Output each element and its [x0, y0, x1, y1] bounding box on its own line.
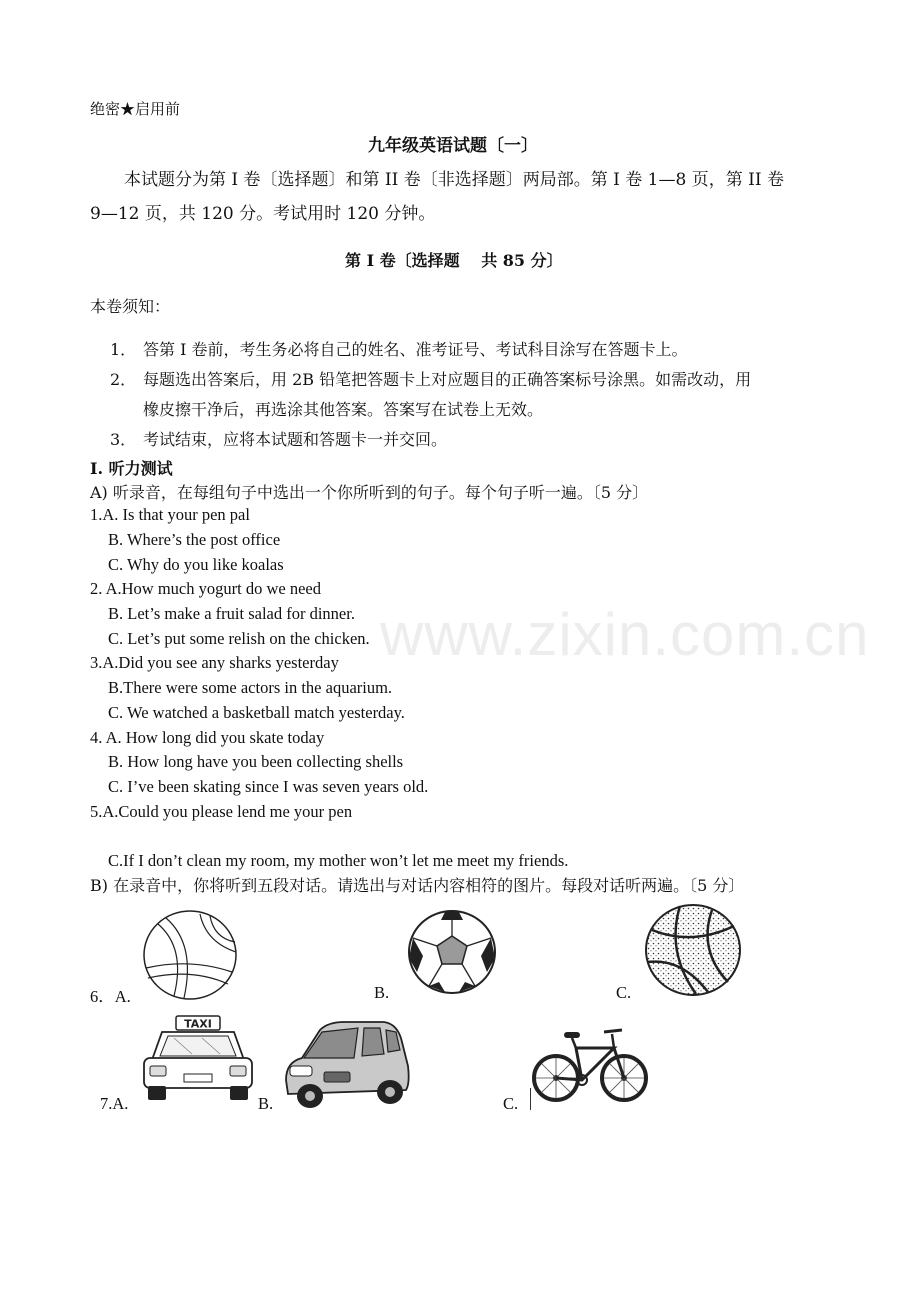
q4-option-a: 4. A. How long did you skate today — [90, 728, 325, 747]
q5-option-a: 5.A.Could you please lend me your pen — [90, 802, 353, 821]
notice-heading: 本卷须知： — [90, 297, 171, 316]
partA-instructions: A) 听录音，在每组句子中选出一个你所听到的句子。每个句子听一遍。〔5 分〕 — [90, 483, 649, 502]
notice-item-3: 考试结束，应将本试题和答题卡一并交回。 — [143, 430, 448, 449]
divider-mark — [530, 1088, 531, 1110]
notice-num-2: 2． — [110, 370, 137, 389]
notice-item-1: 答第 I 卷前，考生务必将自己的姓名、准考证号、考试科目涂写在答题卡上。 — [143, 340, 688, 359]
q2-option-b: B. Let’s make a fruit salad for dinner. — [108, 604, 355, 623]
partB-instructions: B) 在录音中，你将听到五段对话。请选出与对话内容相符的图片。每段对话听两遍。〔5 分〕 — [90, 876, 745, 895]
q3-option-b: B.There were some actors in the aquarium. — [108, 678, 393, 697]
q2-option-a: 2. A.How much yogurt do we need — [90, 579, 321, 598]
notice-num-3: 3． — [110, 430, 137, 449]
page-title: 九年级英语试题〔一〕 — [368, 136, 538, 156]
q1-option-b: B. Where’s the post office — [108, 530, 281, 549]
intro-line-2: 9—12 页，共 120 分。考试用时 120 分钟。 — [90, 204, 436, 224]
notice-num-1: 1． — [110, 340, 137, 359]
q6-label-b: B. — [374, 983, 390, 1002]
taxi-image — [140, 1012, 256, 1104]
q1-option-c: C. Why do you like koalas — [108, 555, 284, 574]
taxi-sign-text: TAXI — [184, 1017, 212, 1031]
q6-label-a: 6．A. — [90, 987, 131, 1006]
q7-label-a: 7.A. — [100, 1094, 129, 1113]
q6-label-c: C. — [616, 983, 632, 1002]
q4-option-c: C. I’ve been skating since I was seven years old. — [108, 777, 429, 796]
soccer-ball-image — [405, 908, 499, 996]
q5-option-c: C.If I don’t clean my room, my mother won’t let me meet my friends. — [108, 851, 569, 870]
basketball-image — [642, 902, 744, 998]
bicycle-image — [532, 1022, 648, 1104]
car-image — [280, 1018, 412, 1110]
q1-option-a: 1.A. Is that your pen pal — [90, 505, 250, 524]
q4-option-b: B. How long have you been collecting shells — [108, 752, 404, 771]
notice-item-2-cont: 橡皮擦干净后，再选涂其他答案。答案写在试卷上无效。 — [143, 400, 544, 419]
volleyball-image — [140, 908, 240, 1002]
q3-option-c: C. We watched a basketball match yesterday. — [108, 703, 405, 722]
q2-option-c: C. Let’s put some relish on the chicken. — [108, 629, 370, 648]
watermark: www.zixin.com.cn — [380, 601, 870, 668]
notice-item-2: 每题选出答案后，用 2B 铅笔把答题卡上对应题目的正确答案标号涂黑。如需改动，用 — [143, 370, 752, 389]
confidential-label: 绝密★启用前 — [90, 100, 181, 118]
intro-line-1: 本试题分为第 I 卷〔选择题〕和第 II 卷〔非选择题〕两局部。第 I 卷 1—8 页，第 II 卷 — [124, 170, 784, 190]
part1-title: 第 I 卷〔选择题 共 85 分〕 — [345, 251, 563, 270]
q7-label-b: B. — [258, 1094, 274, 1113]
q7-label-c: C. — [503, 1094, 519, 1113]
section1-heading: I. 听力测试 — [90, 459, 173, 478]
q3-option-a: 3.A.Did you see any sharks yesterday — [90, 653, 339, 672]
